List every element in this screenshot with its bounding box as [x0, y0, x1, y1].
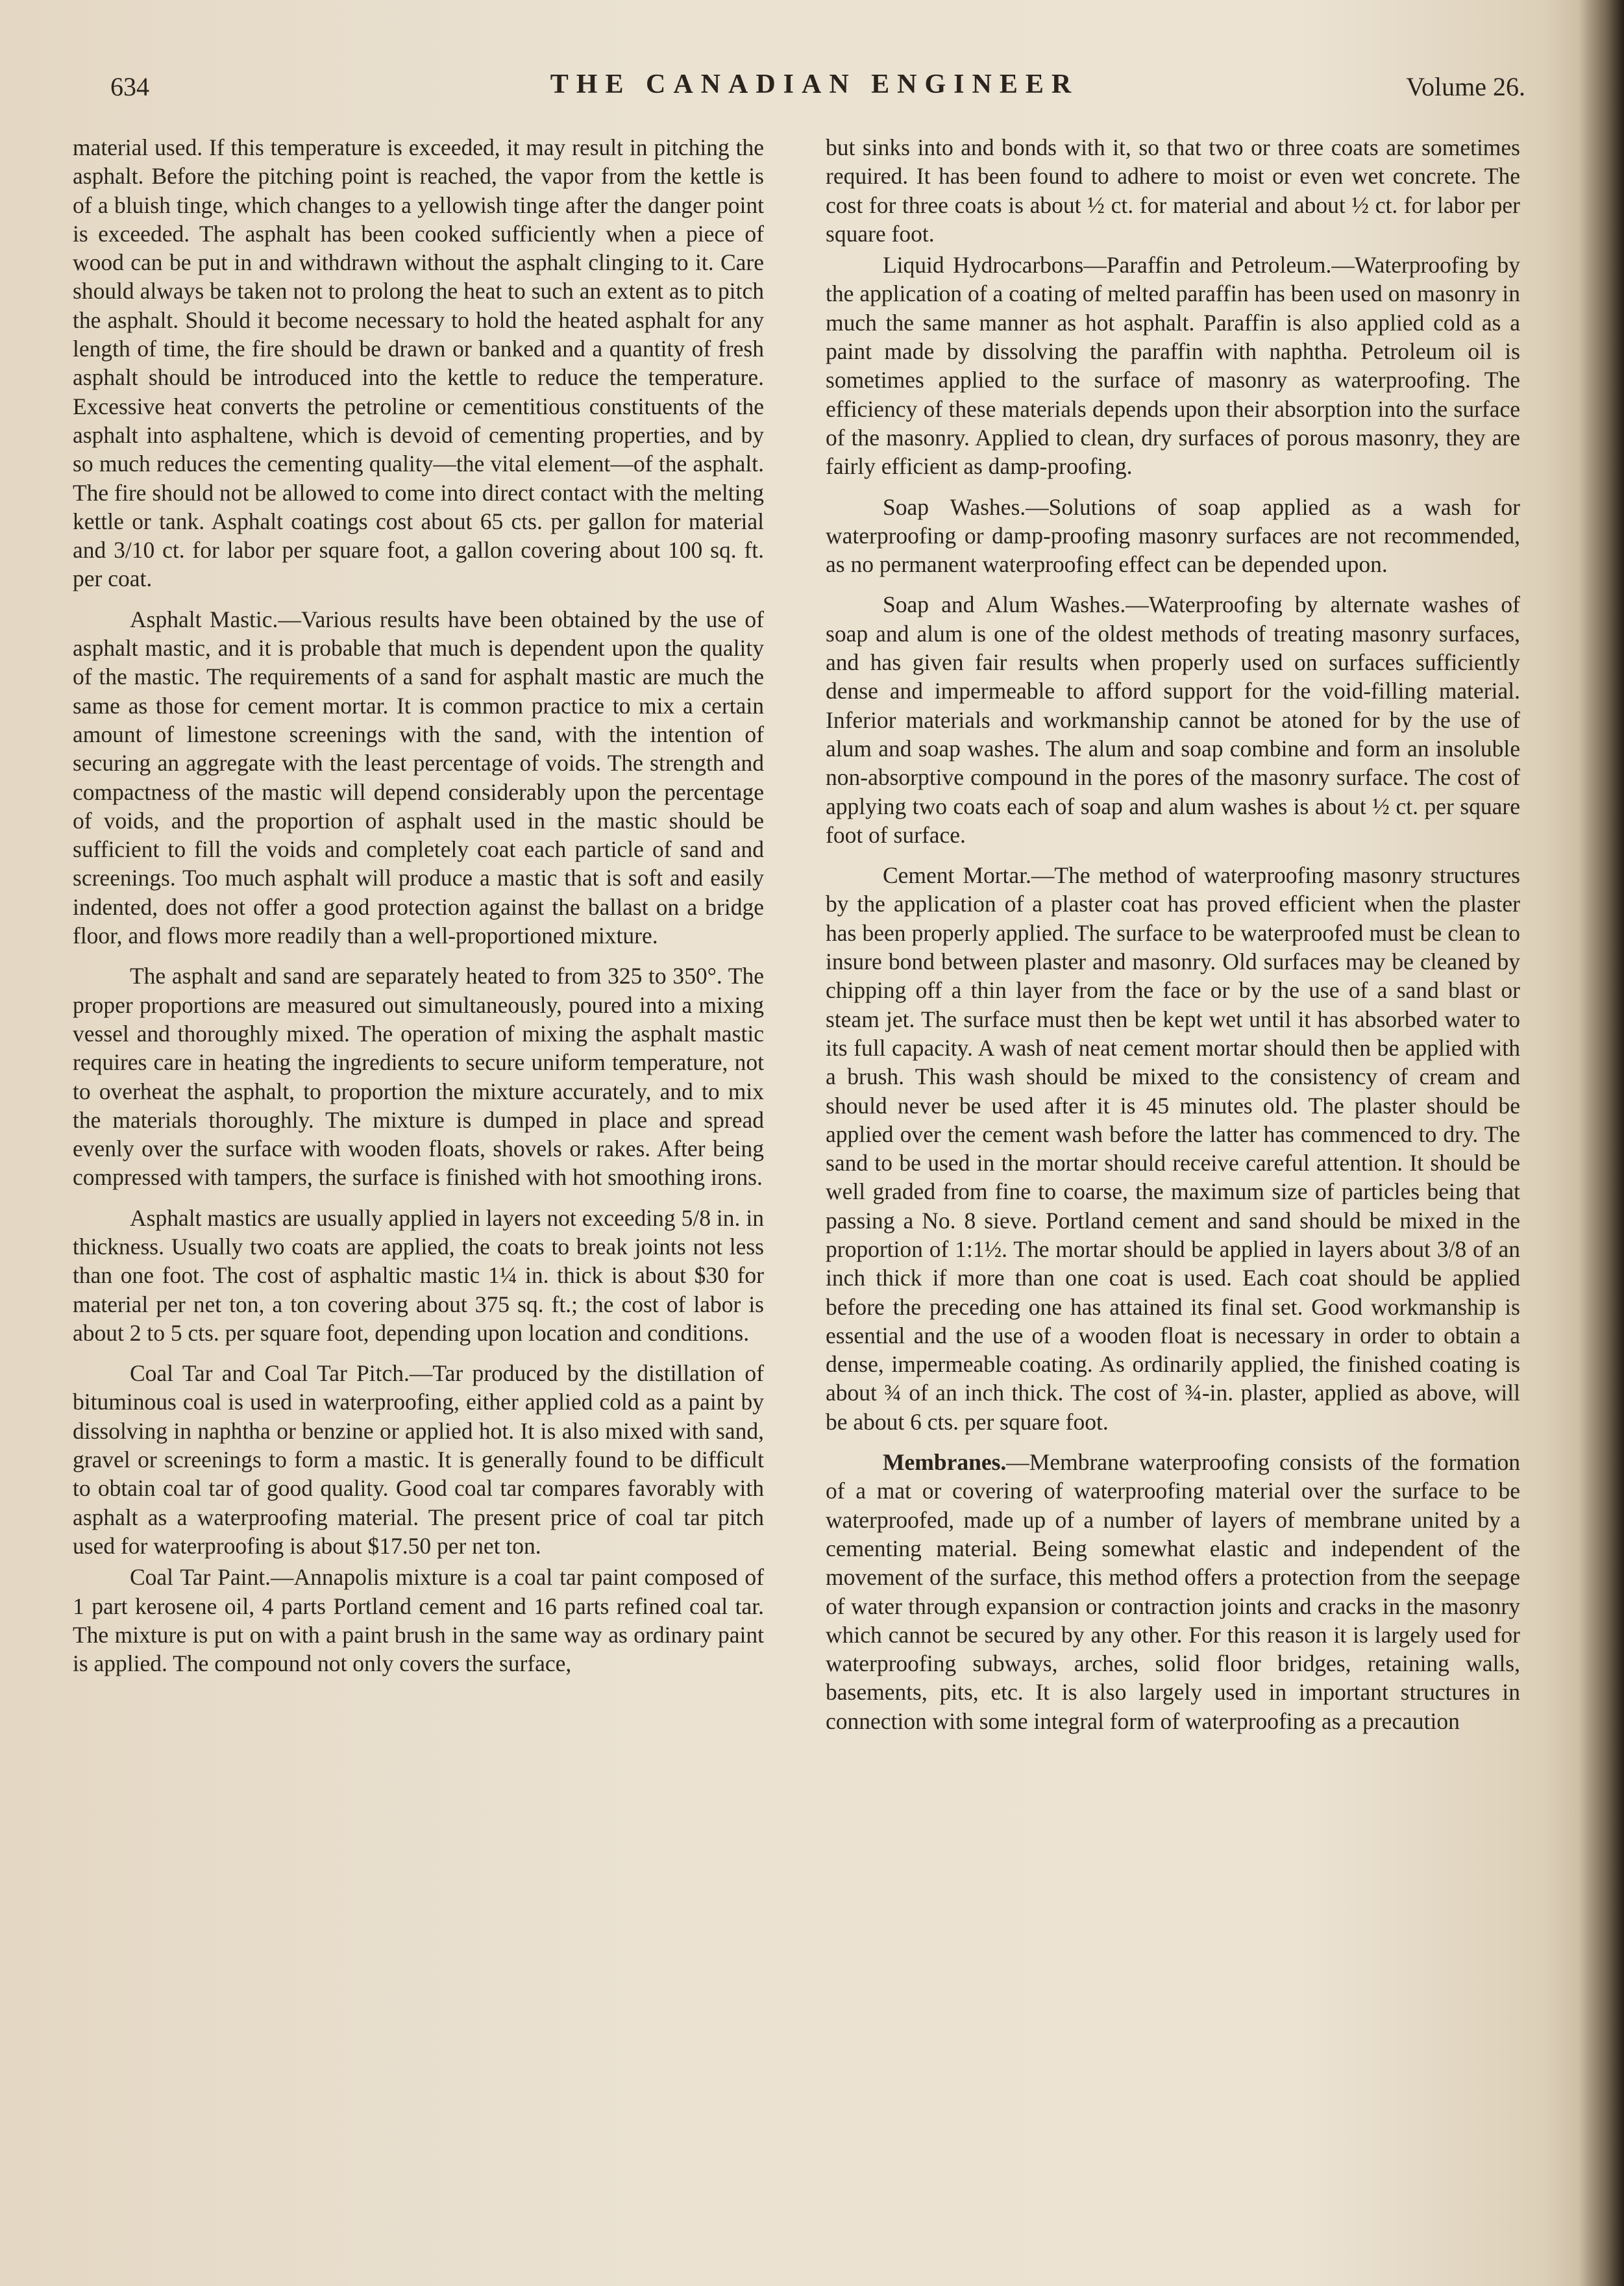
- paragraph-liquid-hydrocarbons: Liquid Hydrocarbons—Paraffin and Petroleum.—Waterproofing by the application of a coating of melted paraffin has been used on masonry in much the same manner as hot asphalt. Paraffin is also applied cold as a paint made by dissolving the paraffin with naphtha. Petroleum oil is sometimes applied to the surface of masonry as waterproofing. The efficiency of these materials depends upon their absorption into the surface of the masonry. Applied to clean, dry surfaces of porous masonry, they are fairly efficient as damp-proofing.: [826, 252, 1520, 480]
- paragraph-soap-washes: Soap Washes.—Solutions of soap applied as a wash for waterproofing or damp-proofing masonry surfaces are not recommended, as no permanent waterproofing effect can be depended upon.: [826, 493, 1520, 578]
- paragraph-cement-mortar: Cement Mortar.—The method of waterproofing masonry structures by the application of a plaster coat has proved efficient when the plaster has been properly applied. The surface to be waterproofed must be clean to insure bond between plaster and masonry. Old surfaces may be cleaned by chipping off a thin layer from the face or by the use of a sand blast or steam jet. The surface must then be kept wet until it has absorbed water to its full capacity. A wash of neat cement mortar should then be applied with a brush. This wash should be mixed to the consistency of cream and should never be used after it is 45 minutes old. The plaster should be applied over the cement wash before the latter has commenced to dry. The sand to be used in the mortar should receive careful attention. It should be well graded from fine to coarse, the maximum size of particles being that passing a No. 8 sieve. Portland cement and sand should be mixed in the proportion of 1:1½. The mortar should be applied in layers about 3/8 of an inch thick if more than one coat is used. Each coat should be applied before the preceding one has attained its final set. Good workmanship is essential and the use of a wooden float is necessary in order to obtain a dense, impermeable coating. As ordinarily applied, the finished coating is about ¾ of an inch thick. The cost of ¾-in. plaster, applied as above, will be about 6 cts. per square foot.: [826, 862, 1520, 1435]
- journal-title: THE CANADIAN ENGINEER: [550, 69, 1079, 99]
- paragraph-asphalt-sand: The asphalt and sand are separately heated to from 325 to 350°. The proper proportions are measured out simultaneously, poured into a mixing vessel and thoroughly mixed. The operation of mixing the asphalt mastic requires care in heating the ingredients to secure uniform temperature, not to overheat the asphalt, to proportion the mixture accurately, and to mix the materials thoroughly. The mixture is dumped in place and spread evenly over the surface with wooden floats, shovels or rakes. After being compressed with tampers, the surface is finished with hot smoothing irons.: [73, 963, 764, 1191]
- paragraph-coal-tar-paint: Coal Tar Paint.—Annapolis mixture is a coal tar paint composed of 1 part kerosene oil, 4 parts Portland cement and 16 parts refined coal tar. The mixture is put on with a paint brush in the same way as ordinary paint is applied. The compound not only covers the surface,: [73, 1564, 764, 1677]
- right-column: [826, 133, 1520, 2159]
- paragraph-continued: material used. If this temperature is exceeded, it may result in pitching the asphalt. Before the pitching point is reached, the vapor from the kettle is of a bluish tinge, which changes to a yellowish tinge after the danger point is exceeded. The asphalt has been cooked sufficiently when a piece of wood can be put in and withdrawn without the asphalt clinging to it. Care should always be taken not to prolong the heat to such an extent as to pitch the asphalt. Should it become necessary to hold the heated asphalt for any length of time, the fire should be drawn or banked and a quantity of fresh asphalt should be introduced into the kettle to reduce the temperature. Excessive heat converts the petroline or cementitious constituents of the asphalt into asphaltene, which is devoid of cementing properties, and by so much reduces the cementing quality—the vital element—of the asphalt. The fire should not be allowed to come into direct contact with the melting kettle or tank. Asphalt coatings cost about 65 cts. per gallon for material and 3/10 ct. for labor per square foot, a gallon covering about 100 sq. ft. per coat.: [73, 134, 764, 592]
- volume-label: Volume 26.: [1406, 72, 1525, 101]
- section-heading-membranes: Membranes.: [883, 1449, 1007, 1476]
- paragraph-continued-right: but sinks into and bonds with it, so that two or three coats are sometimes required. It has been found to adhere to moist or even wet concrete. The cost for three coats is about ½ ct. for material and about ½ ct. for labor per square foot.: [826, 134, 1520, 247]
- book-spine-shadow: [1579, 0, 1624, 2286]
- running-header: [104, 65, 1525, 104]
- membranes-text: —Membrane waterproofing consists of the formation of a mat or covering of waterproofing material over the surface to be waterproofed, made up of a number of layers of membrane united by a cementing material. Being somewhat elastic and independent of the movement of the surface, this method offers a protection from the seepage of water through expansion or contraction joints and cracks in the masonry which cannot be secured by any other. For this reason it is largely used for waterproofing subways, arches, solid floor bridges, retaining walls, basements, pits, etc. It is also largely used in important structures in connection with some integral form of waterproofing as a precaution: [826, 1449, 1520, 1734]
- paragraph-asphalt-mastic: Asphalt Mastic.—Various results have been obtained by the use of asphalt mastic, and it is probable that much is dependent upon the quality of the mastic. The requirements of a sand for asphalt mastic are much the same as those for cement mortar. It is common practice to mix a certain amount of limestone screenings with the sand, with the intention of securing an aggregate with the least percentage of voids. The strength and compactness of the mastic will depend considerably upon the percentage of voids, and the proportion of asphalt used in the mastic should be sufficient to fill the voids and completely coat each particle of sand and screenings. Too much asphalt will produce a mastic that is soft and easily indented, does not offer a good protection against the ballast on a bridge floor, and flows more readily than a well-proportioned mixture.: [73, 606, 764, 949]
- paragraph-soap-alum: Soap and Alum Washes.—Waterproofing by alternate washes of soap and alum is one of the oldest methods of treating masonry surfaces, and has given fair results when properly used on surfaces sufficiently dense and impermeable to afford support for the void-filling material. Inferior materials and workmanship cannot be atoned for by the use of alum and soap washes. The alum and soap combine and form an insoluble non-absorptive compound in the pores of the masonry surface. The cost of applying two coats each of soap and alum washes is about ½ ct. per square foot of surface.: [826, 591, 1520, 848]
- paragraph-coal-tar: Coal Tar and Coal Tar Pitch.—Tar produced by the distillation of bituminous coal is used in waterproofing, either applied cold as a paint by dissolving in naphtha or benzine or applied hot. It is also mixed with sand, gravel or screenings to form a mastic. It is generally found to be difficult to obtain coal tar of good quality. Good coal tar compares favorably with asphalt as a waterproofing material. The present price of coal tar pitch used for waterproofing is about $17.50 per net ton.: [73, 1360, 764, 1559]
- page-number: 634: [110, 72, 149, 101]
- paragraph-membranes: [826, 1448, 1520, 1735]
- paragraph-asphalt-layers: Asphalt mastics are usually applied in layers not exceeding 5/8 in. in thickness. Usually two coats are applied, the coats to break joints not less than one foot. The cost of asphaltic mastic 1¼ in. thick is about $30 for material per net ton, a ton covering about 375 sq. ft.; the cost of labor is about 2 to 5 cts. per square foot, depending upon location and conditions.: [73, 1204, 764, 1346]
- left-column: [73, 133, 764, 2159]
